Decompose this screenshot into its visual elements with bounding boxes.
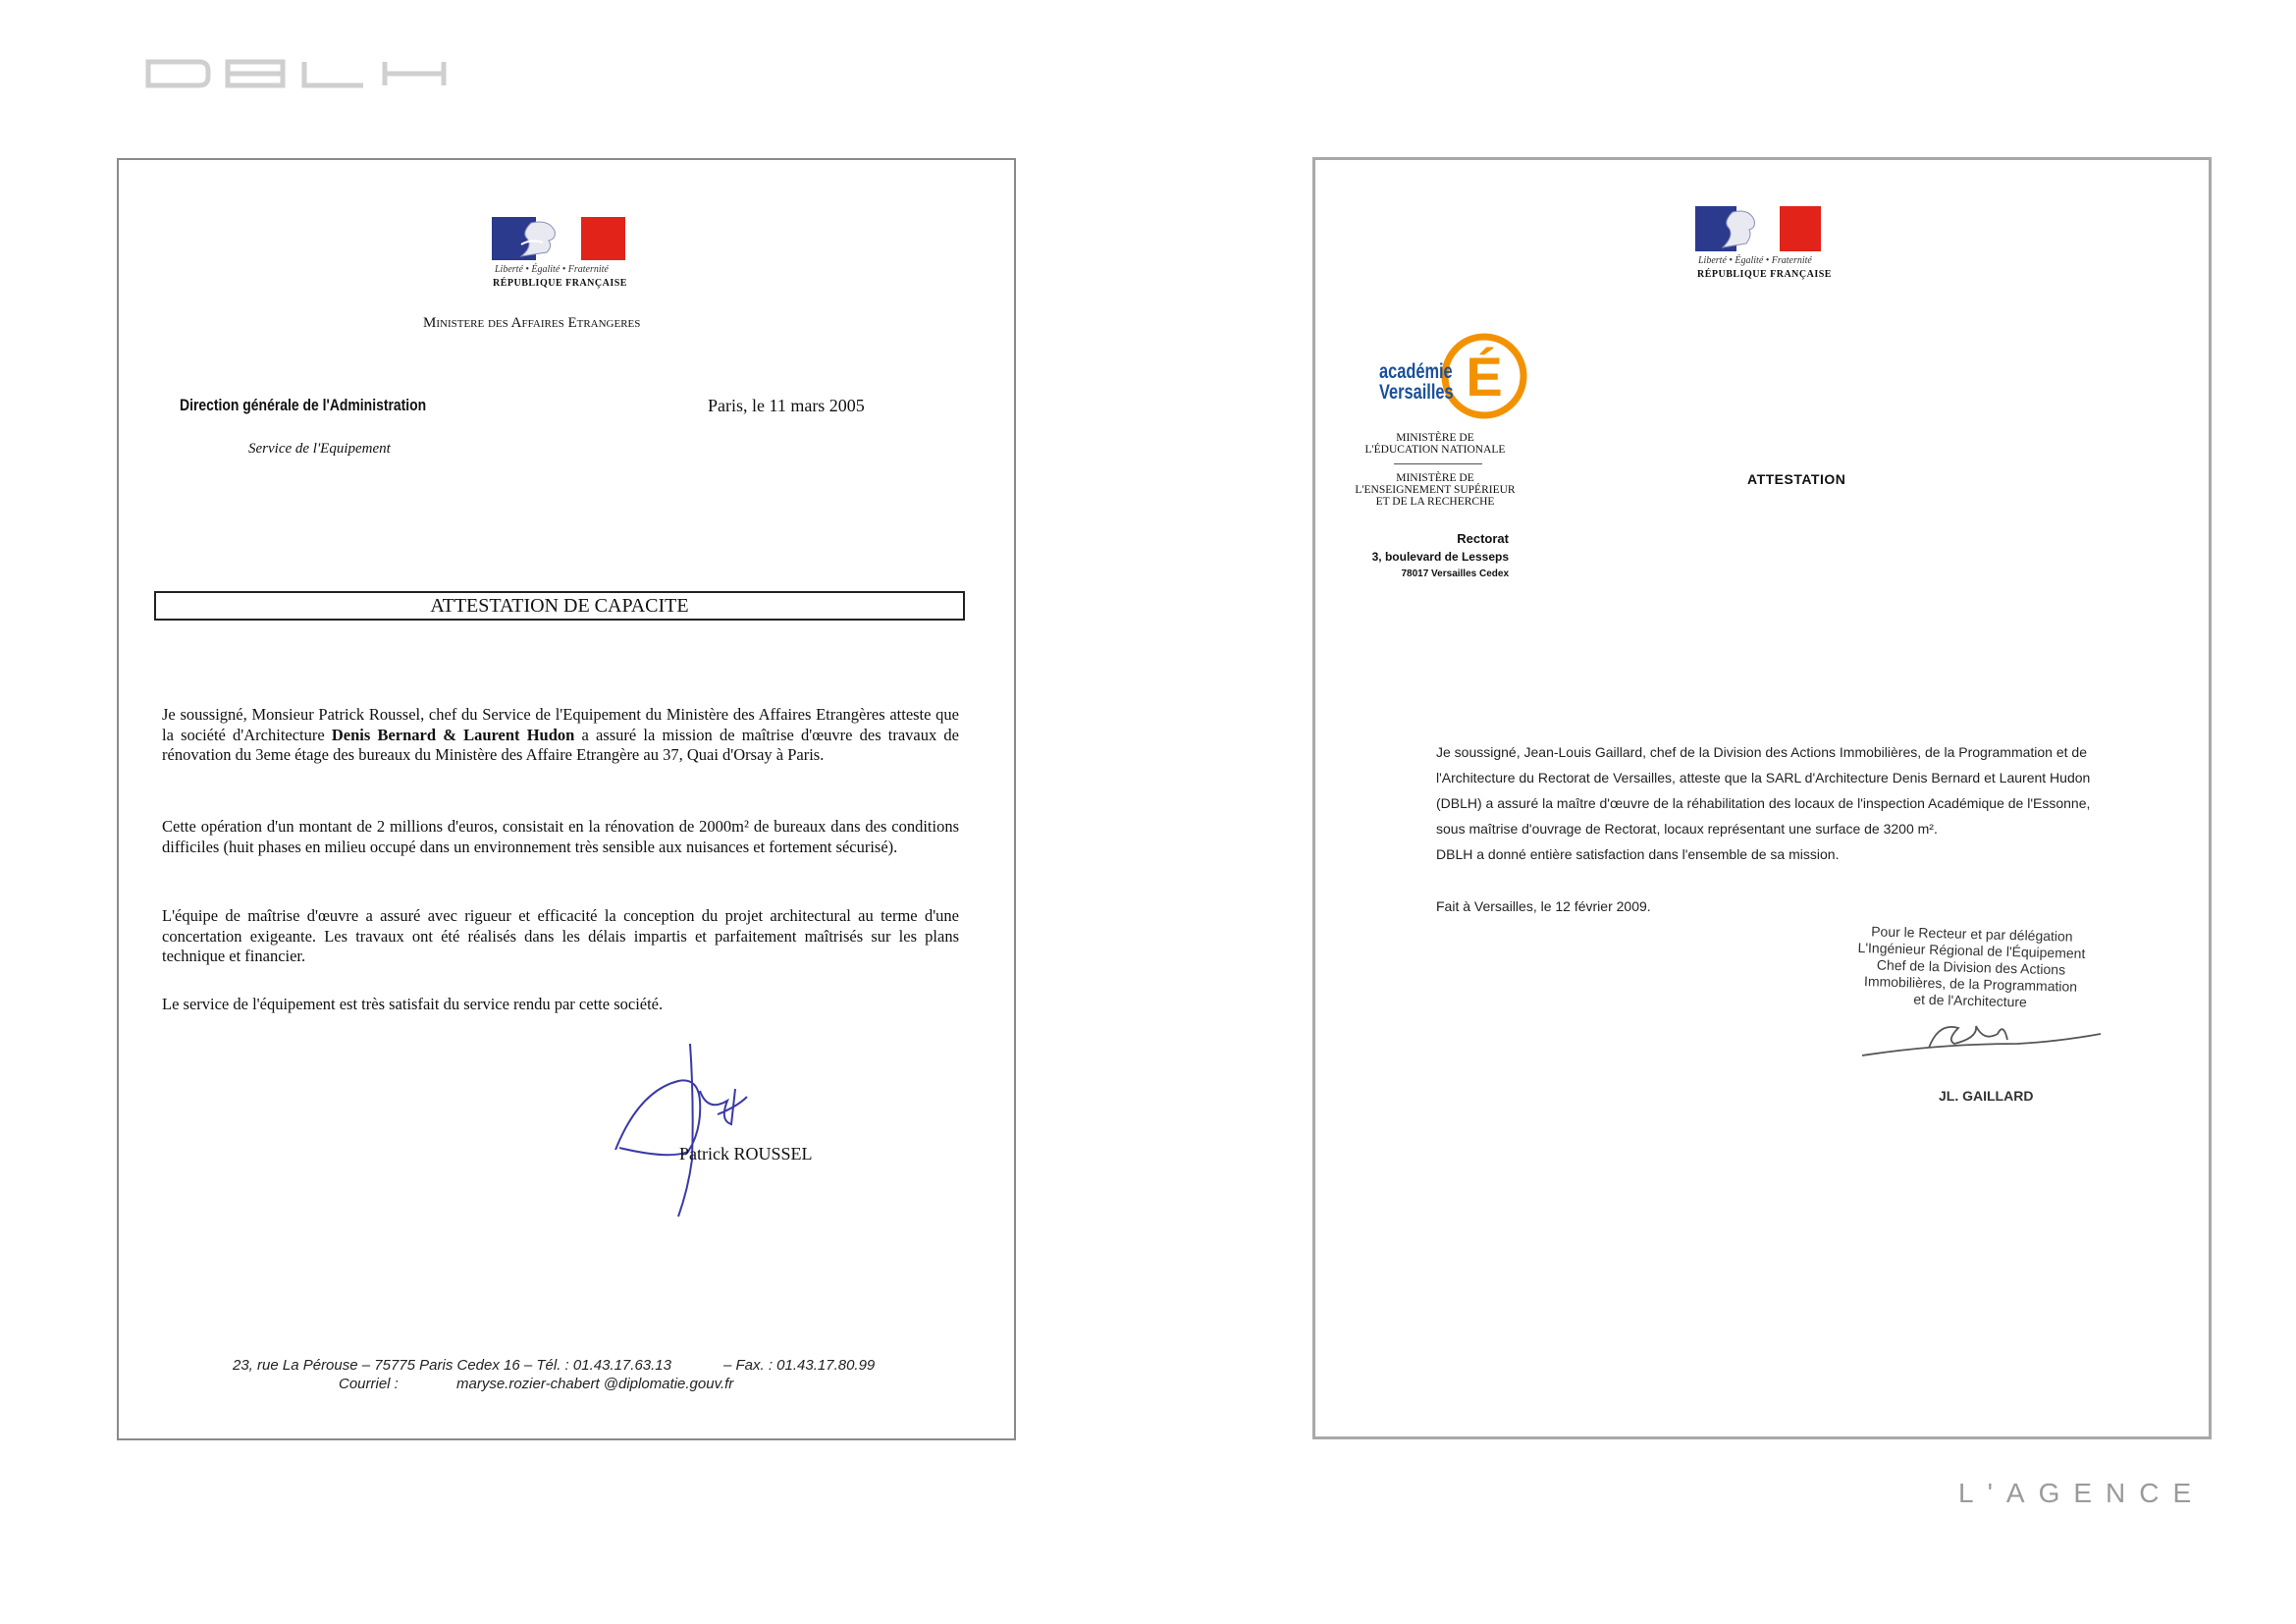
body-line-2: l'Architecture du Rectorat de Versailles, atteste que la SARL d'Architecture Denis Bernard et Laurent Hudon [1436,770,2091,785]
delegation-stamp [1842,923,2100,1013]
stamp-line-1: Pour le Recteur et par délégation [1870,923,2073,945]
signatory-name: JL. GAILLARD [1939,1088,2034,1104]
stamp-line-4: Immobilières, de la Programmation [1863,973,2078,995]
sender-address [1335,530,1509,583]
dblh-logo [145,59,452,88]
ministry-research-line-1: MINISTÈRE DE [1396,472,1474,484]
footer-address: 23, rue La Pérouse – 75775 Paris Cedex 16 – Tél. : 01.43.17.63.13 [233,1357,671,1374]
ministry-research [1347,472,1523,508]
paragraph-3: L'équipe de maîtrise d'œuvre a assuré avec rigueur et efficacité la conception du projet architectural au terme d'une concertation exigeante. Les travaux ont été réalisés dans les délais impartis et parfaitement maîtrisés sur les plans technique et financier. [162,906,959,965]
service-name: Service de l'Equipement [248,441,391,457]
academie-line-2: Versailles [1379,381,1454,404]
ministry-education [1352,432,1519,456]
body-line-5: DBLH a donné entière satisfaction dans l'ensemble de sa mission. [1436,846,1840,862]
body-text [1436,739,2182,867]
marianne-flag-icon [1695,206,1821,251]
sender-office: Rectorat [1457,531,1509,546]
attestation-title: ATTESTATION DE CAPACITE [154,591,965,621]
ministry-name: Ministere des Affaires Etrangeres [423,315,641,331]
footer-fax: – Fax. : 01.43.17.80.99 [723,1357,876,1374]
stamp-line-2: L'Ingénieur Régional de l'Équipement [1857,939,2086,962]
paragraph-4: Le service de l'équipement est très satisfait du service rendu par cette société. [162,995,664,1013]
divider [1394,463,1482,464]
letter-date: Paris, le 11 mars 2005 [708,396,865,415]
academie-line-1: académie [1379,360,1453,383]
body-line-1: Je soussigné, Jean-Louis Gaillard, chef de la Division des Actions Immobilières, de la Programmation et de [1436,744,2087,760]
republic-name: RÉPUBLIQUE FRANÇAISE [1697,269,1832,280]
signature-roussel [610,1042,786,1218]
section-title: L'AGENCE [1958,1478,2206,1508]
ministry-research-line-3: ET DE LA RECHERCHE [1375,496,1495,508]
republic-name: RÉPUBLIQUE FRANÇAISE [493,278,627,289]
svg-text:É: É [1466,346,1503,407]
place-date: Fait à Versailles, le 12 février 2009. [1436,898,1651,914]
body-line-3: (DBLH) a assuré la maître d'œuvre de la réhabilitation des locaux de l'inspection Académique de l'Essonne, [1436,795,2091,811]
footer-mail-label: Courriel : [339,1376,399,1392]
stamp-line-3: Chef de la Division des Actions [1876,956,2066,978]
stamp-line-5: et de l'Architecture [1913,991,2028,1010]
paragraph-1-text-a: Je soussigné, Monsieur Patrick Roussel, chef du Service de l'Equipement du Ministère des Affaires Etrangères atteste que la société d'Architecture [162,705,959,744]
paragraph-1 [162,705,959,766]
signatory-name: Patrick ROUSSEL [679,1144,813,1164]
paragraph-1-text-b: a assuré la mission de maîtrise d'œuvre des travaux de rénovation du 3eme étage des bureaux du Ministère des Affaire Etrangère au 37, Quai d'Orsay à Paris. [162,725,959,764]
ministry-education-line-1: MINISTÈRE DE [1396,432,1474,444]
company-name: Denis Bernard & Laurent Hudon [331,725,575,744]
republic-motto: Liberté • Égalité • Fraternité [495,264,609,275]
republic-motto: Liberté • Égalité • Fraternité [1698,255,1812,266]
body-line-4: sous maîtrise d'ouvrage de Rectorat, locaux représentant une surface de 3200 m². [1436,821,1938,837]
sender-street: 3, boulevard de Lesseps [1371,550,1509,564]
signature-gaillard [1860,1004,2106,1063]
sender-city: 78017 Versailles Cedex [1401,568,1509,579]
ministry-research-line-2: L'ENSEIGNEMENT SUPÉRIEUR [1355,484,1516,496]
direction-name: Direction générale de l'Administration [180,396,427,414]
attestation-letter-mae [117,158,1016,1440]
attestation-title: ATTESTATION [1747,471,1846,487]
academie-label [1379,361,1454,403]
attestation-letter-rectorat [1312,157,2212,1439]
paragraph-2: Cette opération d'un montant de 2 millions d'euros, consistait en la rénovation de 2000m² de bureaux dans des conditions difficiles (huit phases en milieu occupé dans un environnement très sensible aux nuisances et fortement sécurisé). [162,817,959,856]
ministry-education-line-2: L'ÉDUCATION NATIONALE [1364,444,1506,456]
footer-mail: maryse.rozier-chabert @diplomatie.gouv.fr [456,1376,734,1392]
marianne-flag-icon [492,217,625,260]
